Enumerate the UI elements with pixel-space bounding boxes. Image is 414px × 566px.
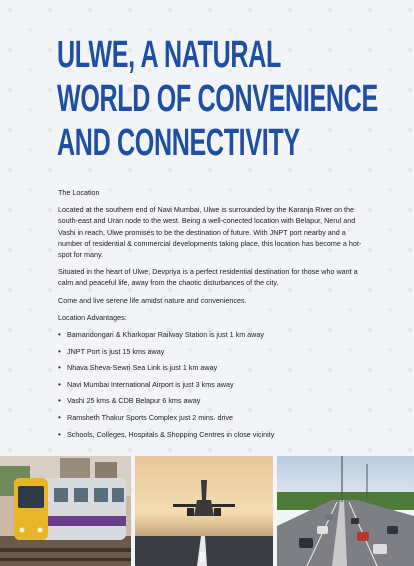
highway-photo [277,456,414,566]
advantage-item: • Ramsheth Thakur Sports Complex just 2 mins. drive [58,412,364,429]
photo-strip [0,456,414,566]
location-paragraph-3: Come and live serene life amidst nature and conveniences. [58,295,247,305]
advantage-item: • Vashi 25 kms & CDB Belapur 6 kms away [58,395,364,412]
location-paragraph-2: Situated in the heart of Ulwe, Devpriya is a perfect residential destination for those who want a calm and peaceful life, away from the chaotic disturbances of the city. [58,267,358,288]
location-heading: The Location [58,188,100,197]
train-photo [0,456,131,566]
title-line-2: WORLD OF CONVENIENCE [57,78,378,120]
title-line-3: AND CONNECTIVITY [57,122,300,164]
location-content [58,187,364,445]
advantage-item: • Schools, Colleges, Hospitals & Shopping Centres in close vicinity [58,429,364,446]
page-title [57,33,378,165]
advantage-item: • Navi Mumbai International Airport is just 3 kms away [58,379,364,396]
advantage-item: • JNPT Port is just 15 kms away [58,346,364,363]
advantages-heading: Location Advantages: [58,312,127,322]
title-line-1: ULWE, A NATURAL [57,34,281,76]
airplane-photo [135,456,273,566]
advantage-item: • Nhava Sheva-Sewri Sea Link is just 1 km away [58,362,364,379]
location-paragraph-1: Located at the southern end of Navi Mumbai, Ulwe is surrounded by the Karanja River on the south-east and Uran node to the west. Being a well-conected location with Belapur, Nerul and Vashi in reach, Ulwe promises to be the destination of future. With JNPT port nearby and a number of residential & commercial developments taking place, this location has become a hot-spot for many. [58,205,362,260]
advantages-list [58,329,364,445]
advantage-item: • Bamandongari & Kharkopar Railway Station is just 1 km away [58,329,364,346]
